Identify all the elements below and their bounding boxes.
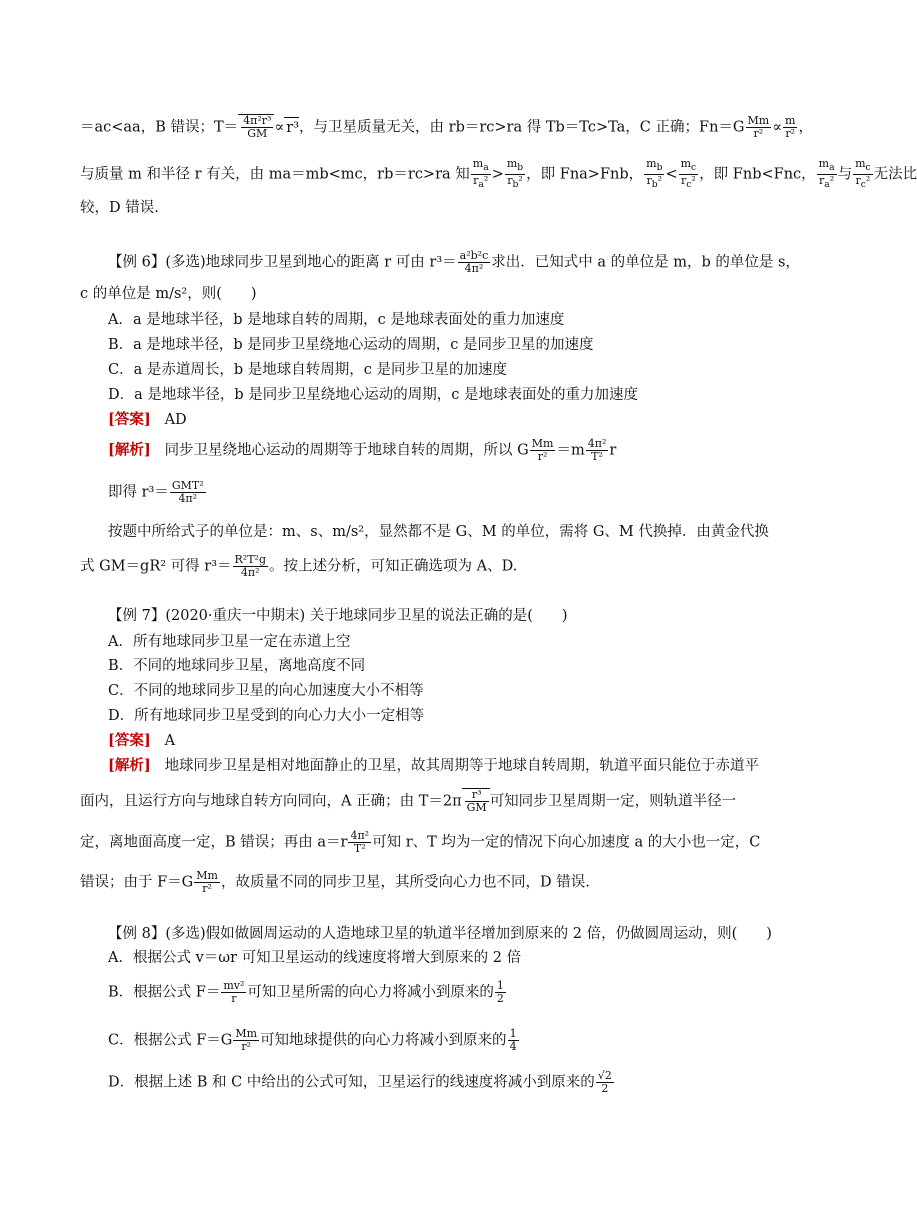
question-line: 【例 7】(2020·重庆一中期末) 关于地球同步卫星的说法正确的是( ) [108, 608, 568, 624]
option-c: C．a 是赤道周长，b 是地球自转周期，c 是同步卫星的加速度 [108, 362, 507, 378]
fraction [221, 980, 246, 1005]
explanation-line [108, 480, 207, 505]
option-b [108, 980, 507, 1005]
numerator: √2 [597, 1069, 612, 1082]
option-b: B．不同的地球同步卫星，离地高度不同 [108, 658, 366, 674]
text-run: 与质量 m 和半径 r 有关，由 ma＝mb<mc，rb＝rc>ra 知 [80, 166, 470, 183]
fraction [458, 250, 491, 275]
fraction [644, 158, 664, 191]
explanation-line [80, 554, 517, 579]
question-line [108, 250, 800, 275]
question-line: 【例 8】(多选)假如做圆周运动的人造地球卫星的轨道半径增加到原来的 2 倍，仍做圆周运动，则( ) [108, 926, 772, 942]
fraction [853, 158, 873, 191]
numerator: $m_b$ [506, 157, 524, 174]
option-a: A．根据公式 v＝ωr 可知卫星运动的线速度将增大到原来的 2 倍 [108, 950, 522, 966]
answer-value: A [164, 733, 176, 749]
denominator: 4 [509, 1040, 517, 1053]
text-run: 错误；由于 F＝G [80, 874, 194, 891]
fraction [505, 158, 525, 191]
text-run: 可知卫星所需的向心力将减小到原来的 [247, 984, 494, 1001]
denominator: r² [537, 450, 548, 463]
fraction [348, 830, 371, 855]
denominator: $r_c^2$ [855, 174, 871, 191]
denominator: $r_c^2$ [680, 174, 696, 191]
denominator: 4π² [240, 566, 260, 579]
fraction [679, 158, 699, 191]
explanation-line [108, 756, 759, 776]
numerator: R²T²g [234, 553, 266, 566]
text-run: ＝m [556, 442, 585, 459]
numerator: 4π² [350, 829, 370, 842]
numerator: GMT² [171, 479, 204, 492]
text-run: ∝ [772, 119, 783, 136]
denominator: r [231, 992, 237, 1005]
text-run: 【例 6】(多选)地球同步卫星到地心的距离 r 可由 r³＝ [108, 254, 457, 271]
numerator: Mm [531, 437, 554, 450]
numerator: $m_c$ [680, 157, 697, 174]
numerator: $m_a$ [818, 157, 835, 174]
fraction [508, 1028, 519, 1053]
fraction [586, 438, 609, 463]
sqrt-expression [238, 114, 274, 140]
text-run: ∝ [274, 119, 285, 136]
numerator: Mm [235, 1027, 258, 1040]
fraction [241, 115, 273, 140]
denominator: 4π² [464, 262, 484, 275]
option-c [108, 1028, 520, 1053]
text-run: 地球同步卫星是相对地面静止的卫星，故其周期等于地球自转周期，轨道平面只能位于赤道平 [164, 758, 760, 774]
option-a: A．a 是地球半径，b 是地球自转的周期，c 是地球表面处的重力加速度 [108, 312, 565, 328]
text-run: 。按上述分析，可知正确选项为 A、D. [269, 558, 518, 575]
denominator: GM [466, 801, 487, 814]
sqrt-expression: r³ [284, 117, 299, 138]
numerator: $m_c$ [855, 157, 871, 174]
denominator: $r_a^2$ [819, 174, 835, 191]
text-run: 无法比 [873, 166, 917, 183]
denominator: 2 [496, 992, 504, 1005]
option-b: B．a 是地球半径，b 是同步卫星绕地心运动的周期，c 是同步卫星的加速度 [108, 337, 594, 353]
denominator: T² [353, 842, 366, 855]
denominator: 2 [601, 1082, 609, 1095]
explanation-line [80, 830, 760, 855]
text-run: 可知同步卫星周期一定，则轨道半径一 [489, 793, 737, 810]
answer-line [108, 410, 187, 430]
fraction [233, 1028, 259, 1053]
answer-value: AD [164, 412, 187, 428]
denominator: $r_a^2$ [473, 174, 489, 191]
fraction [596, 1070, 614, 1095]
text-run: 定，离地面高度一定，B 错误；再由 a＝r [80, 834, 348, 851]
option-d: D．所有地球同步卫星受到的向心力大小一定相等 [108, 708, 425, 724]
numerator: $m_a$ [472, 157, 489, 174]
text-run: ， [798, 119, 813, 136]
text-run: ，故质量不同的同步卫星，其所受向心力也不同，D 错误. [220, 874, 590, 891]
option-d [108, 1070, 615, 1095]
option-a: A．所有地球同步卫星一定在赤道上空 [108, 634, 351, 650]
explanation-line: 按题中所给式子的单位是：m、s、m/s²，显然都不是 G、M 的单位，需将 G、M 代换掉．由黄金代换 [108, 524, 769, 540]
explanation-line [80, 870, 590, 895]
fraction [530, 438, 556, 463]
denominator: $r_b^2$ [646, 174, 663, 191]
text-run: ＝ac<aa，B 错误；T＝ [80, 119, 239, 136]
answer-line [108, 731, 175, 751]
text-run: ，即 Fna>Fnb， [526, 166, 644, 183]
answer-tag: [答案] [108, 411, 151, 428]
option-d: D．a 是地球半径，b 是同步卫星绕地心运动的周期，c 是地球表面处的重力加速度 [108, 387, 638, 403]
fraction [233, 554, 268, 579]
text-line: 较，D 错误. [80, 200, 159, 216]
text-run: B．根据公式 F＝ [108, 984, 221, 1001]
fraction [817, 158, 837, 191]
numerator: 4π²r³ [243, 114, 272, 127]
text-run: ，与卫星质量无关，由 rb＝rc>ra 得 Tb＝Tc>Ta，C 正确；Fn＝G [299, 119, 745, 136]
denominator: T² [591, 450, 603, 463]
denominator: GM [247, 127, 268, 140]
text-run: 同步卫星绕地心运动的周期等于地球自转的周期，所以 G [164, 442, 529, 459]
text-run: 可知地球提供的向心力将减小到原来的 [260, 1032, 507, 1049]
fraction [170, 480, 206, 505]
text-run: 面内，且运行方向与地球自转方向同向，A 正确；由 T＝2π [80, 793, 462, 810]
explanation-line [108, 438, 616, 463]
numerator: 1 [496, 979, 504, 992]
explanation-tag: [解析] [108, 757, 151, 774]
numerator: Mm [196, 869, 218, 882]
numerator: 1 [509, 1027, 517, 1040]
text-run: 式 GM＝gR² 可得 r³＝ [80, 558, 232, 575]
explanation-tag: [解析] [108, 441, 151, 459]
explanation-line [80, 788, 736, 814]
denominator: 4π² [178, 492, 198, 505]
numerator: a²b²c [459, 249, 489, 262]
denominator: r² [241, 1040, 252, 1053]
fraction [471, 158, 491, 191]
text-line [80, 114, 813, 140]
option-c: C．不同的地球同步卫星的向心加速度大小不相等 [108, 683, 424, 699]
text-run: 求出．已知式中 a 的单位是 m，b 的单位是 s， [491, 254, 800, 271]
text-run: ，即 Fnb<Fnc， [699, 166, 816, 183]
denominator: r² [753, 127, 764, 140]
answer-tag: [答案] [108, 732, 151, 749]
numerator: $m_b$ [646, 157, 663, 174]
fraction [495, 980, 506, 1005]
denominator: $r_b^2$ [507, 174, 523, 191]
numerator: 4π² [587, 437, 607, 450]
text-run: D．根据上述 B 和 C 中给出的公式可知，卫星运行的线速度将减小到原来的 [108, 1074, 595, 1091]
denominator: r² [202, 882, 212, 895]
text-run: 可知 r、T 均为一定的情况下向心加速度 a 的大小也一定，C [372, 834, 761, 851]
fraction [465, 789, 489, 814]
numerator: mv² [223, 979, 245, 992]
fraction [194, 870, 220, 895]
text-line: 与质量 m 和半径 r 有关，由 ma＝mb<mc，rb＝rc>ra 知 $\frac{m_a}{r_a^2}$ > $\frac{m_b}{r_b^2}$ ，即 Fna>Fnb， $\frac{m_b}{r_b^2}$ < $\frac{m_c}{r_c^2}$ ，即 Fnb<Fnc， $\frac{m_a}{r_a^2}$ 与 $\frac{m_c}{r_c^2}$ 无法比 [80, 157, 917, 191]
fraction [783, 115, 797, 140]
question-line: c 的单位是 m/s²，则( ) [80, 286, 257, 302]
text-run: r [609, 442, 617, 459]
numerator: r³ [465, 789, 489, 802]
numerator: Mm [747, 114, 770, 127]
numerator: m [785, 114, 796, 127]
sqrt-expression [462, 788, 490, 814]
text-run: C．根据公式 F＝G [108, 1032, 233, 1049]
text-run: 即得 r³＝ [108, 484, 169, 501]
fraction [746, 115, 772, 140]
denominator: r² [785, 127, 796, 140]
